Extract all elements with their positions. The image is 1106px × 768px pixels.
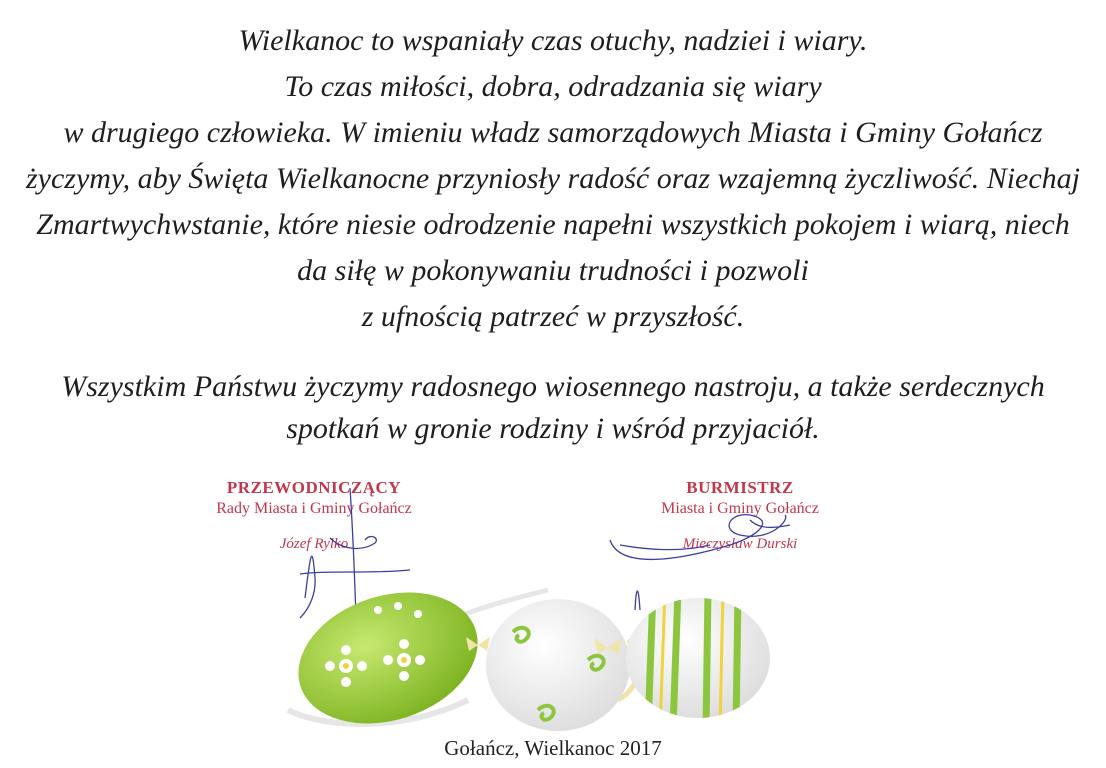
- mayor-signature-block: [630, 478, 850, 554]
- chairman-signature-block: [184, 478, 444, 554]
- chairman-subtitle: Rady Miasta i Gminy Gołańcz: [216, 500, 412, 517]
- place-date: Gołańcz, Wielkanoc 2017: [444, 736, 662, 760]
- greeting-line: życzymy, aby Święta Wielkanocne przyniosły radość oraz wzajemną życzliwość. Niechaj: [26, 162, 1080, 195]
- chairman-name: Józef Rylko: [279, 536, 349, 552]
- wishes-line: Wszystkim Państwu życzymy radosnego wiosennego nastroju, a także serdecznych: [61, 370, 1045, 403]
- greeting-line: Wielkanoc to wspaniały czas otuchy, nadziei i wiary.: [238, 24, 868, 57]
- mayor-subtitle: Miasta i Gminy Gołańcz: [661, 500, 819, 517]
- greeting-line: w drugiego człowieka. W imieniu władz samorządowych Miasta i Gminy Gołańcz: [63, 116, 1043, 149]
- wishes-line: spotkań w gronie rodziny i wśród przyjaciół.: [286, 412, 820, 445]
- mayor-name: Mieczysław Durski: [682, 536, 798, 552]
- mayor-title: BURMISTRZ: [686, 478, 794, 497]
- greeting-line: z ufnością patrzeć w przyszłość.: [361, 300, 745, 333]
- easter-eggs-illustration: [268, 570, 828, 740]
- greeting-line: To czas miłości, dobra, odradzania się wiary: [284, 70, 822, 103]
- greeting-line: da siłę w pokonywaniu trudności i pozwoli: [297, 254, 809, 287]
- wishes-paragraph: [0, 366, 1106, 450]
- greeting-paragraph: [0, 18, 1106, 340]
- chairman-title: PRZEWODNICZĄCY: [226, 478, 402, 497]
- white-egg: [486, 599, 630, 731]
- greeting-line: Zmartwychwstanie, które niesie odrodzenie napełni wszystkich pokojem i wiarą, niech: [36, 208, 1070, 241]
